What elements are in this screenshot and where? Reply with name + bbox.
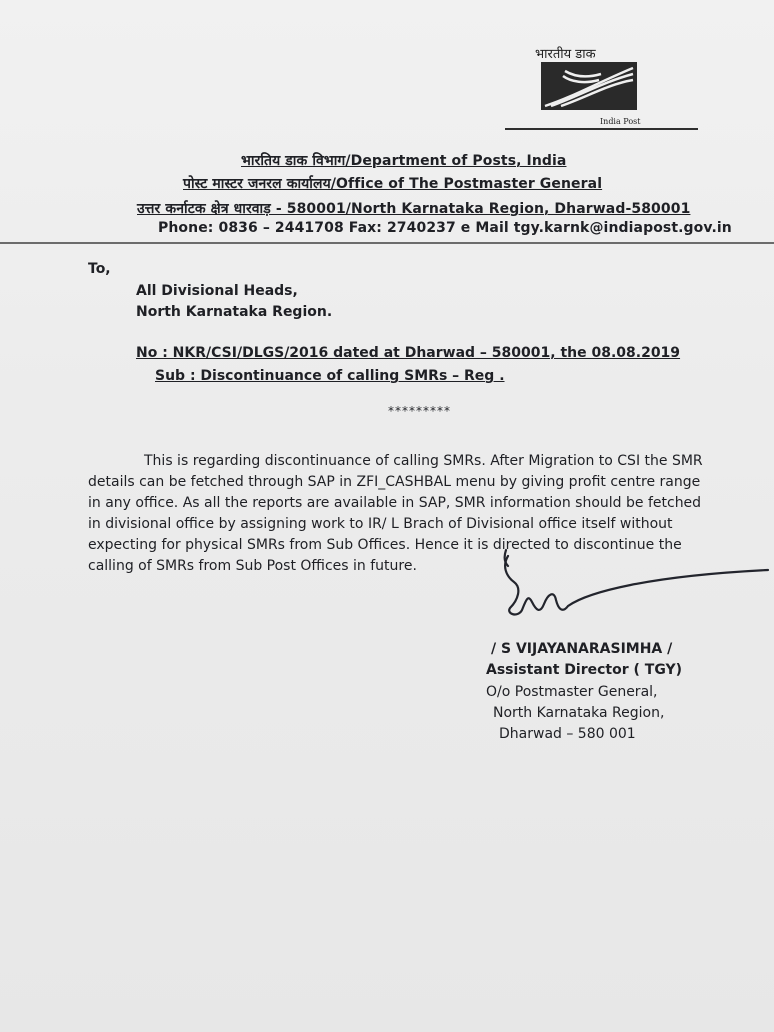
- logo-hindi-text: भारतीय डाक: [535, 47, 596, 62]
- signatory-region: North Karnataka Region,: [493, 705, 665, 721]
- header-line-4: Phone: 0836 – 2441708 Fax: 2740237 e Mail tgy.karnk@indiapost.gov.in: [158, 220, 732, 236]
- logo-english-text: India Post: [600, 117, 641, 126]
- salutation-to: To,: [88, 261, 111, 277]
- india-post-logo-icon: [541, 62, 637, 110]
- signatory-city: Dharwad – 580 001: [499, 726, 636, 742]
- separator-stars: *********: [388, 404, 451, 418]
- signatory-name: / S VIJAYANARASIMHA /: [491, 641, 673, 657]
- addressee-line-1: All Divisional Heads,: [136, 283, 298, 299]
- reference-number: No : NKR/CSI/DLGS/2016 dated at Dharwad – 580001, the 08.08.2019: [136, 345, 681, 361]
- logo-block: [535, 44, 645, 128]
- handwritten-signature: [498, 548, 774, 640]
- body-line-2: details can be fetched through SAP in ZFI_CASHBAL menu by giving profit centre range: [88, 474, 701, 490]
- body-line-4: in divisional office by assigning work to IR/ L Brach of Divisional office itself without: [88, 516, 673, 532]
- logo-divider: [505, 128, 698, 130]
- body-line-5: expecting for physical SMRs from Sub Offices. Hence it is directed to discontinue the: [88, 537, 682, 553]
- subject-line: Sub : Discontinuance of calling SMRs – Reg .: [155, 368, 505, 384]
- addressee-line-2: North Karnataka Region.: [136, 304, 333, 320]
- body-line-6: calling of SMRs from Sub Post Offices in future.: [88, 558, 417, 574]
- signatory-office: O/o Postmaster General,: [486, 684, 658, 700]
- header-line-2: पोस्ट मास्टर जनरल कार्यालय/Office of The Postmaster General: [183, 176, 603, 192]
- body-line-3: in any office. As all the reports are available in SAP, SMR information should be fetched: [88, 495, 702, 511]
- header-line-1: भारतिय डाक विभाग/Department of Posts, India: [241, 153, 567, 169]
- header-divider: [0, 242, 774, 244]
- signatory-designation: Assistant Director ( TGY): [486, 662, 683, 678]
- header-line-3: उत्तर कर्नाटक क्षेत्र धारवाड़ - 580001/North Karnataka Region, Dharwad-580001: [137, 201, 691, 217]
- body-line-1: This is regarding discontinuance of calling SMRs. After Migration to CSI the SMR: [144, 453, 703, 469]
